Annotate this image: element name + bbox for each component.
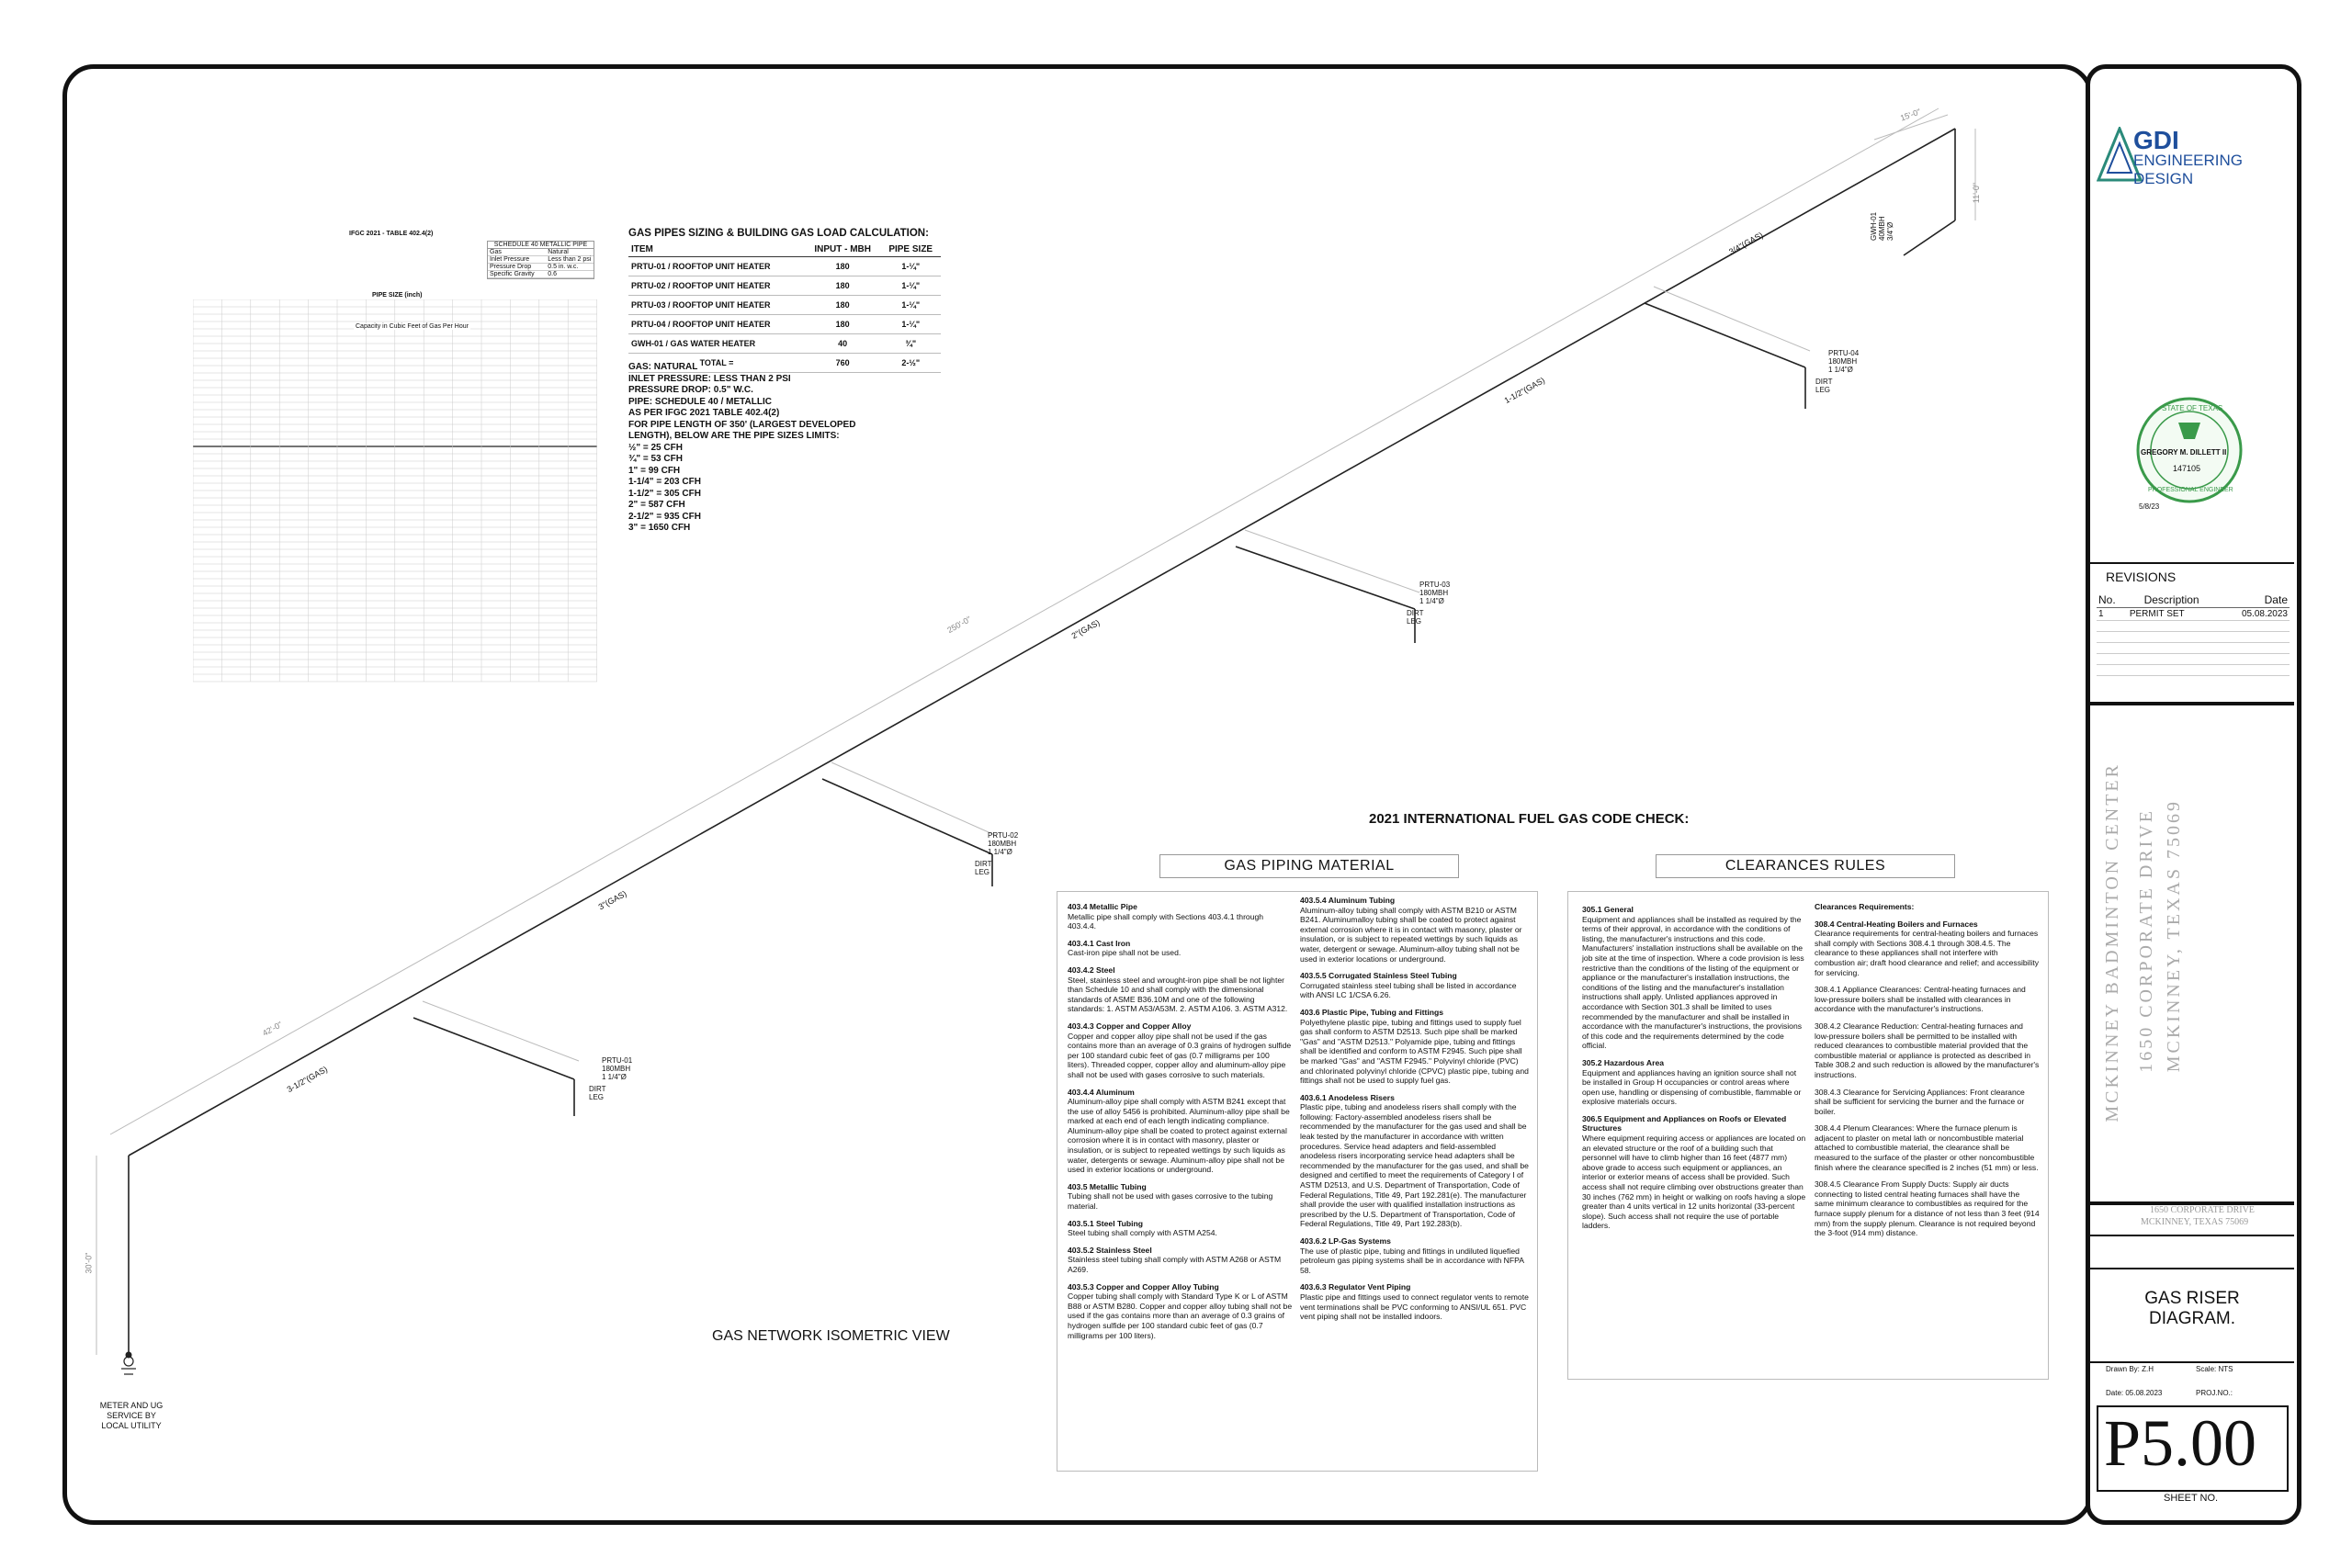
revisions-label: REVISIONS <box>2106 570 2177 584</box>
gwh-label <box>1870 212 1894 241</box>
revisions-table <box>2097 592 2290 676</box>
rev-desc: PERMIT SET <box>2128 608 2216 621</box>
dirt-word: DIRT <box>1407 609 1424 617</box>
sheet-title <box>2090 1289 2294 1329</box>
load-item: PRTU-01 / ROOFTOP UNIT HEATER <box>628 257 805 276</box>
code-text: 308.4.3 Clearance for Servicing Appliances: Front clearance shall be sufficient for servicing the burner and the furnace or boiler. <box>1815 1087 2025 1116</box>
meter-line: SERVICE BY <box>107 1411 156 1420</box>
project-city-vertical: MCKINNEY, TEXAS 75069 <box>2164 799 2184 1073</box>
note-line: PIPE: SCHEDULE 40 / METALLIC <box>628 396 772 407</box>
load-size: 1-¼" <box>880 257 941 276</box>
gwh-mbh: 40MBH <box>1878 216 1886 241</box>
code-heading: 403.5.1 Steel Tubing <box>1068 1218 1143 1228</box>
ifgc-param-key: Pressure Drop <box>490 264 532 270</box>
code-heading: 403.6 Plastic Pipe, Tubing and Fittings <box>1300 1007 1443 1017</box>
rtu-mbh: 180MBH <box>988 840 1017 848</box>
code-heading: Clearances Requirements: <box>1815 902 1915 911</box>
code-heading: 403.5.5 Corrugated Stainless Steel Tubing <box>1300 971 1457 981</box>
meter-label <box>90 1401 173 1431</box>
rtu-name: PRTU-01 <box>602 1056 633 1065</box>
col-input: INPUT - MBH <box>805 243 880 257</box>
note-line: 2" = 587 CFH <box>628 500 685 510</box>
rtu-label <box>1815 349 1860 394</box>
revision-row <box>2097 608 2290 621</box>
revision-row-empty <box>2097 654 2290 665</box>
dirt-leg <box>589 1085 632 1101</box>
clearance-head: CLEARANCES RULES <box>1656 854 1955 878</box>
dirt-word: DIRT <box>589 1085 606 1093</box>
rtu-mbh: 180MBH <box>1828 357 1858 366</box>
load-size: 1-¼" <box>880 296 941 315</box>
logo-sub2: DESIGN <box>2133 170 2194 187</box>
ifgc-param-key: Specific Gravity <box>490 271 535 277</box>
rtu-mbh: 180MBH <box>602 1065 631 1073</box>
code-text: Copper and copper alloy pipe shall not be used if the gas contains more than an average of 0.3 grains of hydrogen sulfide per 100 standard cubic feet of gas (0.7 milligrams per 100 liters). Threaded copper, copper alloy and aluminum-alloy pipe shall not be used with gases corrosive to such materials. <box>1068 1031 1292 1079</box>
gwh-name: GWH-01 <box>1870 211 1878 241</box>
ifgc-table-subtitle: SCHEDULE 40 METALLIC PIPE <box>488 242 594 249</box>
col-size: PIPE SIZE <box>880 243 941 257</box>
gas-meter-icon <box>121 1357 136 1374</box>
material-col-2 <box>1300 896 1530 1322</box>
col-item: ITEM <box>628 243 805 257</box>
rtu-name: PRTU-02 <box>988 831 1019 840</box>
leg-word: LEG <box>1407 617 1422 626</box>
code-text: Aluminum-alloy pipe shall comply with ASTM B241 except that the use of alloy 5456 is prohibited. Aluminum-alloy pipe shall be marked at each end of each length indicating compliance. Aluminum-alloy pipe shall be coated to protect against external corrosion where it is in contact with masonry, plaster or insulation, or is subject to repeated wettings by such liquids as water, detergents or sewage. Aluminum-alloy pipe shall not be used in exterior locations or underground. <box>1068 1097 1290 1175</box>
code-heading: 403.6.2 LP-Gas Systems <box>1300 1236 1391 1246</box>
note-line: INLET PRESSURE: LESS THAN 2 PSI <box>628 373 791 384</box>
note-line: LENGTH), BELOW ARE THE PIPE SIZES LIMITS: <box>628 431 840 441</box>
dim-label: 30'-0" <box>84 1252 94 1274</box>
code-text: 308.4.1 Appliance Clearances: Central-heating furnaces and low-pressure boilers shall be installed with clearances in accordance with the manufacturer's instructions. <box>1815 985 2026 1014</box>
project-name-vertical: MCKINNEY BADMINTON CENTER <box>2102 762 2122 1122</box>
code-text: 308.4.5 Clearance From Supply Ducts: Supply air ducts connecting to listed central heating furnaces shall have the same minimum clearance to combustibles as required for the furnace supply plenum for a distance of not less than 3 feet (914 mm) from the supply plenum. Clearance is not required beyond the 3-foot (914 mm) distance. <box>1815 1179 2040 1238</box>
rtu-size: 1 1/4"Ø <box>1828 366 1853 374</box>
sheet-title-line: GAS RISER <box>2144 1289 2240 1308</box>
load-input: 180 <box>805 276 880 296</box>
code-heading: 306.5 Equipment and Appliances on Roofs or Elevated Structures <box>1582 1113 1787 1134</box>
load-total-label: TOTAL = <box>628 354 805 373</box>
seal-name: GREGORY M. DILLETT II <box>2141 448 2227 457</box>
load-input: 180 <box>805 315 880 334</box>
dirt-leg <box>1407 609 1450 626</box>
code-text: Equipment and appliances shall be installed as required by the terms of their approval, in accordance with the conditions of listing, the manufacturer's instructions and this code. Manufacturers' installation instructions shall be available on the job site at the time of inspection. Where a code provision is less restrictive than the conditions of the listing of the equipment or appliance or the manufacturer's installation instructions, the conditions of the listing and the manufacturer's installation instructions shall apply. Unlisted appliances approved in accordance with Section 301.3 shall be limited to uses recommended by the manufacturer and shall be installed in accordance with the manufacturer's instructions, the provisions of this code and the requirements determined by the code official. <box>1582 914 1804 1051</box>
load-input: 40 <box>805 334 880 354</box>
logo-sub1: ENGINEERING <box>2133 152 2244 169</box>
date: Date: 05.08.2023 <box>2106 1389 2163 1397</box>
note-line: FOR PIPE LENGTH OF 350' (LARGEST DEVELOPED <box>628 419 856 430</box>
code-text: Aluminum-alloy tubing shall comply with ASTM B210 or ASTM B241. Aluminumalloy tubing shall be coated to protect against external corrosion where it is in contact with masonry, plaster or insulation, or is subject to repeated wettings by such liquids as water, detergent or sewage. Aluminum-alloy tubing shall not be used in exterior locations or underground. <box>1300 905 1522 964</box>
ifgc-param-key: Gas <box>490 249 502 255</box>
ifgc-table-title: IFGC 2021 - TABLE 402.4(2) <box>349 231 434 237</box>
revision-row-empty <box>2097 621 2290 632</box>
load-item: PRTU-02 / ROOFTOP UNIT HEATER <box>628 276 805 296</box>
load-total-input: 760 <box>805 354 880 373</box>
load-item: GWH-01 / GAS WATER HEATER <box>628 334 805 354</box>
code-text: Plastic pipe and fittings used to connect regulator vents to remote vent terminations shall be PVC conforming to ANSI/UL 651. PVC vent piping shall not be installed indoors. <box>1300 1292 1529 1322</box>
load-item: PRTU-04 / ROOFTOP UNIT HEATER <box>628 315 805 334</box>
pipe-label-3-5: 3-1/2"(GAS) <box>285 1064 330 1095</box>
dim-label: 42'-0" <box>261 1020 284 1038</box>
code-text: Plastic pipe, tubing and anodeless risers shall comply with the following: Factory-assembled anodeless risers shall be recommended by the manufacturer for the gas used and shall be leak tested by the manufacturer in accordance with written procedures. Service head adapters and field-assembled anodeless risers incorporating service head adapters shall be recommended by the manufacturer for the gas used, and shall be designed and certified to meet the requirements of Category I of ASTM D2513, and U.S. Department of Transportation, Code of Federal Regulations, Title 49, Part 192.281(e). The manufacturer shall provide the user with qualified installation instructions as prescribed by the U.S. Department of Transportation, Code of Federal Regulations, Title 49, Part 192.283(b). <box>1300 1102 1529 1229</box>
revision-row-empty <box>2097 643 2290 654</box>
dirt-word: DIRT <box>1815 378 1833 386</box>
code-text: Metallic pipe shall comply with Sections 403.4.1 through 403.4.4. <box>1068 911 1264 931</box>
code-text: Steel, stainless steel and wrought-iron pipe shall be not lighter than Schedule 10 and shall comply with the dimensional standards of ASME B36.10M and one of the following standards: 1. ASTM A53/A53M. 2. ASTM A106. 3. ASTM A312. <box>1068 975 1288 1014</box>
rev-no: 1 <box>2097 608 2128 621</box>
drawn-by: Drawn By: Z.H <box>2106 1365 2154 1373</box>
note-line: PRESSURE DROP: 0.5" W.C. <box>628 385 753 395</box>
note-line: 1-1/2" = 305 CFH <box>628 488 701 499</box>
code-text: Corrugated stainless steel tubing shall be listed in accordance with ANSI LC 1/CSA 6.26. <box>1300 980 1517 1000</box>
clearance-col-1 <box>1582 905 1807 1231</box>
code-heading: 403.5.2 Stainless Steel <box>1068 1245 1152 1255</box>
meter-line: METER AND UG <box>99 1401 164 1410</box>
note-line: ½" = 25 CFH <box>628 442 683 453</box>
note-line: AS PER IFGC 2021 TABLE 402.4(2) <box>628 408 780 418</box>
pipe-label-3: 3"(GAS) <box>596 888 628 912</box>
project-address-vertical: 1650 CORPORATE DRIVE <box>2136 808 2156 1073</box>
pipe-label-1-5: 1-1/2"(GAS) <box>1502 375 1547 406</box>
rtu-name: PRTU-03 <box>1419 581 1451 589</box>
code-text: Cast-iron pipe shall not be used. <box>1068 948 1182 958</box>
note-line: 1" = 99 CFH <box>628 465 681 476</box>
rtu-label <box>975 831 1019 876</box>
load-total-size: 2-½" <box>880 354 941 373</box>
leg-word: LEG <box>1815 386 1831 394</box>
ifgc-param-key: Inlet Pressure <box>490 256 530 263</box>
code-text: Where equipment requiring access or appliances are located on an elevated structure or the roof of a building such that personnel will have to climb higher than 16 feet (4877 mm) above grade to access such equipment or appliances, an interior or exterior means of access shall be provided. Such access shall not require climbing over obstructions greater than 30 inches (762 mm) in height or walking on roofs having a slope greater than 4 units vertical in 12 units horizontal (33-percent slope). Such access shall not require the use of portable ladders. <box>1582 1134 1806 1231</box>
rtu-size: 1 1/4"Ø <box>602 1073 627 1081</box>
pipe-label-2: 2"(GAS) <box>1069 617 1102 641</box>
code-text: The use of plastic pipe, tubing and fittings in undiluted liquefied petroleum gas piping systems shall be in accordance with NFPA 58. <box>1300 1246 1524 1275</box>
material-col-1 <box>1068 902 1293 1340</box>
dim-label: 15'-0" <box>1898 107 1922 123</box>
code-text: Steel tubing shall comply with ASTM A254. <box>1068 1228 1217 1238</box>
code-text: 308.4.2 Clearance Reduction: Central-heating furnaces and low-pressure boilers shall be permitted to be installed with reduced clearances to combustible material provided that the combustible material or appliance is protected as described in Table 308.2 and such reduction is allowed by the manufacturer's instructions. <box>1815 1021 2040 1079</box>
seal-number: 147105 <box>2173 464 2201 473</box>
code-text: Clearance requirements for central-heating boilers and furnaces shall comply with Sections 308.4.1 through 308.4.5. The clearance to these appliances shall not interfere with combustion air; draft hood clearance and relief; and accessibility for servicing. <box>1815 929 2040 977</box>
revision-row-empty <box>2097 665 2290 676</box>
rtu-size: 1 1/4"Ø <box>1419 597 1444 605</box>
clearance-col-2 <box>1815 902 2040 1238</box>
note-line: 3" = 1650 CFH <box>628 523 691 533</box>
revision-row-empty <box>2097 632 2290 643</box>
code-heading: 403.5.4 Aluminum Tubing <box>1300 896 1396 905</box>
rtu-size: 1 1/4"Ø <box>988 848 1012 856</box>
meter-line: LOCAL UTILITY <box>101 1421 162 1430</box>
gwh-size: 3/4"Ø <box>1886 221 1894 241</box>
sheet-number-label: SHEET NO. <box>2164 1493 2219 1504</box>
iso-view-label: GAS NETWORK ISOMETRIC VIEW <box>712 1328 950 1344</box>
code-heading: 403.4.2 Steel <box>1068 964 1115 975</box>
load-size: ¾" <box>880 334 941 354</box>
load-input: 180 <box>805 296 880 315</box>
sheet-title-line: DIAGRAM. <box>2149 1309 2235 1328</box>
proj-no: PROJ.NO.: <box>2196 1389 2233 1397</box>
load-size: 1-¼" <box>880 276 941 296</box>
code-heading: 403.4 Metallic Pipe <box>1068 902 1137 911</box>
leg-word: LEG <box>589 1093 605 1101</box>
load-input: 180 <box>805 257 880 276</box>
code-text: Copper tubing shall comply with Standard Type K or L of ASTM B88 or ASTM B280. Copper and copper alloy tubing shall not be used if the gas contains more than an average of 0.3 grains of hydrogen sulfide per 100 standard cubic feet of gas (0.7 milligrams per 100 liters). <box>1068 1292 1293 1340</box>
code-heading: 403.5 Metallic Tubing <box>1068 1181 1147 1191</box>
seal-date: 5/8/23 <box>2139 502 2160 511</box>
ifgc-param-val: Natural <box>548 249 569 255</box>
scale: Scale: NTS <box>2196 1365 2233 1373</box>
sheet-number: P5.00 <box>2104 1406 2257 1480</box>
code-heading: 403.4.4 Aluminum <box>1068 1087 1135 1097</box>
rev-col-desc: Description <box>2128 592 2216 608</box>
dim-label: 250'-0" <box>945 614 973 636</box>
pipe-size-label: PIPE SIZE (inch) <box>372 292 423 299</box>
code-heading: 403.5.3 Copper and Copper Alloy Tubing <box>1068 1281 1219 1292</box>
code-text: Equipment and appliances having an ignition source shall not be installed in Group H occupancies or control areas where open use, handling or dispensing of combustible, flammable or explosive materials occurs. <box>1582 1067 1802 1107</box>
material-head: GAS PIPING MATERIAL <box>1159 854 1459 878</box>
address-line-1: 1650 CORPORATE DRIVE <box>2150 1205 2255 1215</box>
code-heading: 403.6.1 Anodeless Risers <box>1300 1092 1395 1102</box>
rev-date: 05.08.2023 <box>2215 608 2290 621</box>
ifgc-param-val: Less than 2 psi <box>548 256 592 263</box>
ifgc-param-val: 0.6 <box>548 271 557 277</box>
leg-word: LEG <box>975 868 990 876</box>
seal-bottom-text: PROFESSIONAL ENGINEER <box>2148 487 2233 493</box>
rtu-name: PRTU-04 <box>1828 349 1860 357</box>
logo-main: GDI <box>2133 126 2179 154</box>
code-text: Stainless steel tubing shall comply with ASTM A268 or ASTM A269. <box>1068 1255 1282 1274</box>
code-heading: 403.6.3 Regulator Vent Piping <box>1300 1282 1411 1292</box>
code-text: Polyethylene plastic pipe, tubing and fittings used to supply fuel gas shall conform to ASTM D2513. Such pipe shall be marked "Gas" and "ASTM D2513." Polyamide pipe, tubing and fittings shall be identified and conform to ASTM F2945. Such pipe shall be marked "Gas" and "ASTM F2945." Polyvinyl chloride (PVC) and chlorinated polyvinyl chloride (CPVC) plastic pipe, tubing and fittings shall not be used to supply fuel gas. <box>1300 1017 1529 1086</box>
code-text: 308.4.4 Plenum Clearances: Where the furnace plenum is adjacent to plaster on metal lath or noncombustible material attached to combustible material, the clearance shall be measured to the surface of the plaster or other noncombustible finish where the clearance specified is 2 inches (51 mm) or less. <box>1815 1123 2039 1172</box>
gas-load-title: GAS PIPES SIZING & BUILDING GAS LOAD CALCULATION: <box>628 228 929 239</box>
code-heading: 305.1 General <box>1582 905 1634 914</box>
dim-label: 11'-0" <box>1972 182 1982 204</box>
note-line: 2-1/2" = 935 CFH <box>628 511 701 522</box>
dirt-word: DIRT <box>975 860 992 868</box>
seal-top-text: STATE OF TEXAS <box>2162 404 2223 412</box>
load-item: PRTU-03 / ROOFTOP UNIT HEATER <box>628 296 805 315</box>
rev-col-date: Date <box>2215 592 2290 608</box>
note-line: 1-1/4" = 203 CFH <box>628 477 701 487</box>
load-size: 1-¼" <box>880 315 941 334</box>
capacity-label: Capacity in Cubic Feet of Gas Per Hour <box>356 323 469 330</box>
rtu-mbh: 180MBH <box>1419 589 1449 597</box>
dirt-leg <box>975 860 1018 876</box>
pipe-label-0-75: 3/4"(GAS) <box>1727 230 1765 257</box>
code-heading: 403.4.1 Cast Iron <box>1068 938 1131 948</box>
code-heading: 308.4 Central-Heating Boilers and Furnaces <box>1815 919 1978 929</box>
rtu-label <box>589 1056 633 1101</box>
code-text: Tubing shall not be used with gases corrosive to the tubing material. <box>1068 1191 1273 1212</box>
note-line: GAS: NATURAL <box>628 362 698 372</box>
dirt-leg <box>1815 378 1859 394</box>
address-line-2: MCKINNEY, TEXAS 75069 <box>2141 1217 2249 1227</box>
code-check-title: 2021 INTERNATIONAL FUEL GAS CODE CHECK: <box>1369 811 1690 827</box>
rtu-label <box>1407 581 1451 626</box>
note-line: ¾" = 53 CFH <box>628 454 683 464</box>
code-heading: 403.4.3 Copper and Copper Alloy <box>1068 1021 1192 1031</box>
code-heading: 305.2 Hazardous Area <box>1582 1057 1665 1067</box>
rev-col-no: No. <box>2097 592 2128 608</box>
ifgc-param-val: 0.5 in. w.c. <box>548 264 579 270</box>
